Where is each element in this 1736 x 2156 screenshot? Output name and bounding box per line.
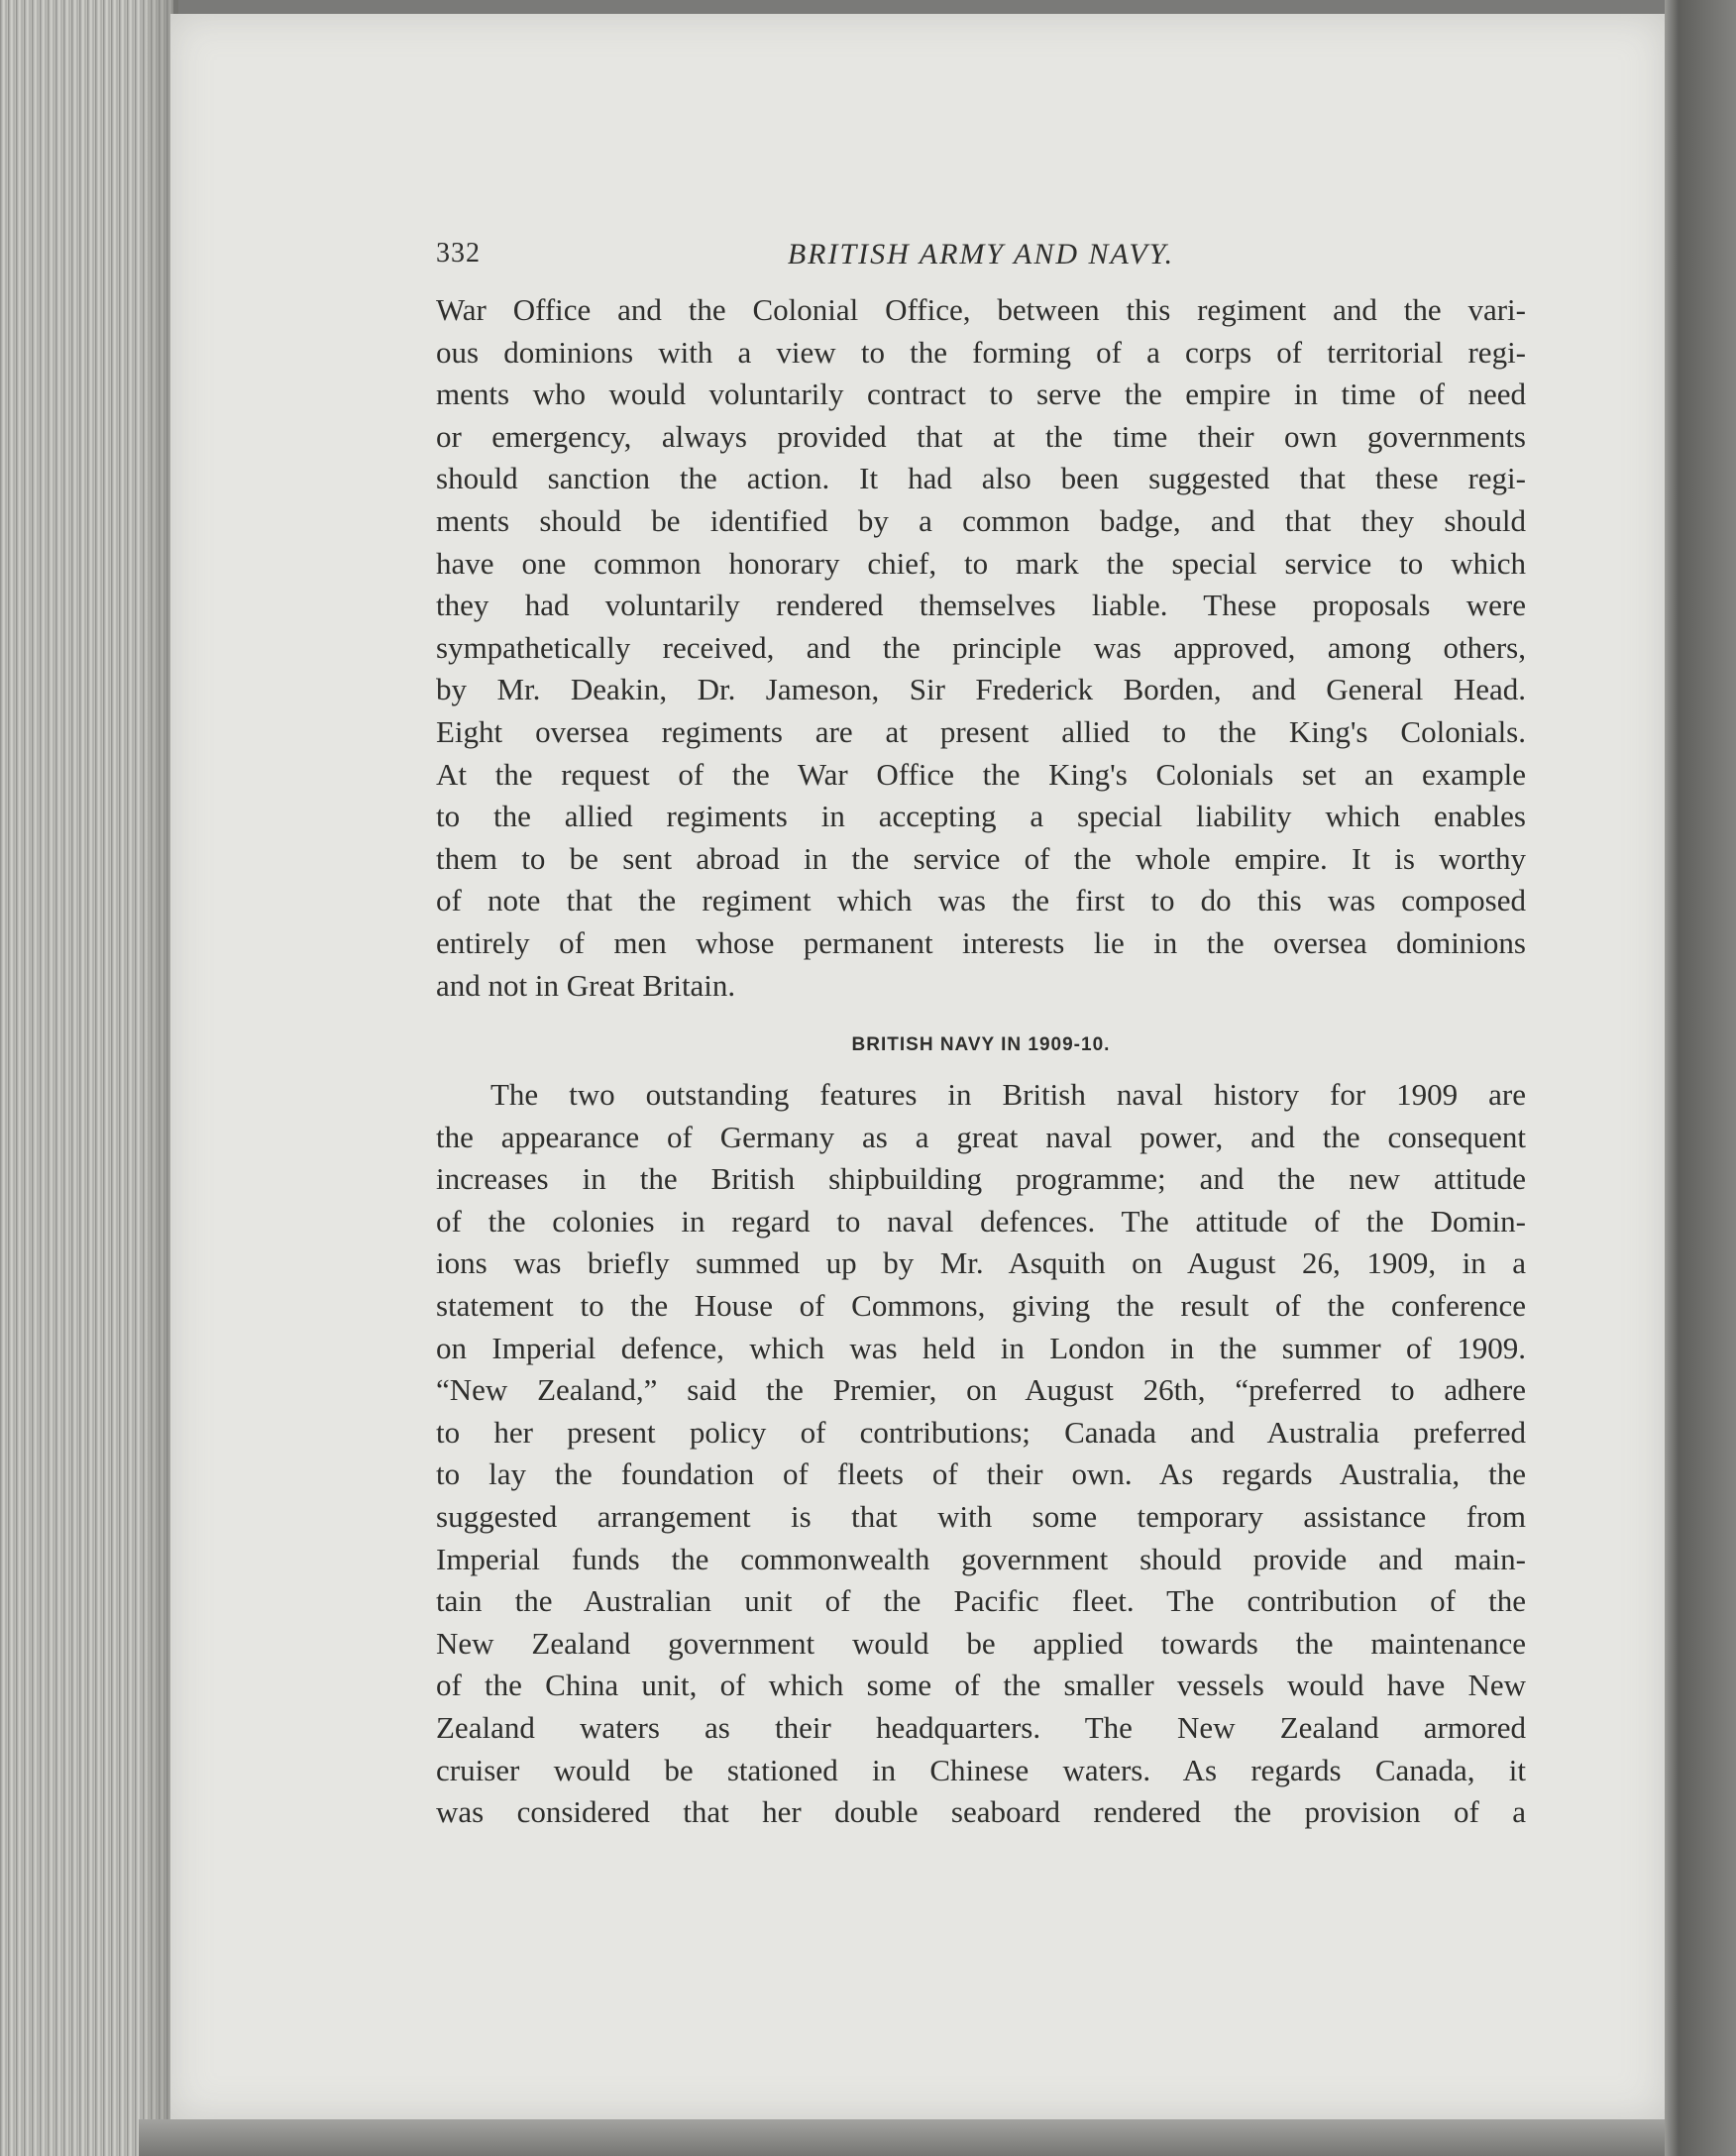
text-line: The two outstanding features in British naval history for 1909 are (490, 1077, 1526, 1113)
section-heading: BRITISH NAVY IN 1909-10. (851, 1034, 1111, 1056)
text-line: Zealand waters as their headquarters. The New Zealand armored (436, 1710, 1526, 1745)
text-line: the appearance of Germany as a great naval power, and the consequent (436, 1119, 1526, 1154)
text-line: entirely of men whose permanent interests lie in the oversea dominions (436, 924, 1526, 960)
page-number: 332 (436, 238, 481, 269)
text-line: on Imperial defence, which was held in London in the summer of 1909. (436, 1330, 1526, 1365)
text-line: have one common honorary chief, to mark the special service to which (436, 545, 1526, 581)
text-line: sympathetically received, and the principle was approved, among others, (436, 629, 1526, 665)
paragraph-1 (436, 289, 1526, 1007)
text-line: New Zealand government would be applied towards the maintenance (436, 1625, 1526, 1661)
text-line: tain the Australian unit of the Pacific fleet. The contribution of the (436, 1583, 1526, 1619)
running-head (436, 238, 1526, 289)
text-line: Imperial funds the commonwealth government should provide and main- (436, 1541, 1526, 1576)
text-line: by Mr. Deakin, Dr. Jameson, Sir Frederick Borden, and General Head. (436, 672, 1526, 707)
bottom-edge (139, 2119, 1665, 2156)
text-line: they had voluntarily rendered themselves liable. These proposals were (436, 588, 1526, 623)
text-line: and not in Great Britain. (436, 967, 736, 1003)
text-line: of the China unit, of which some of the smaller vessels would have New (436, 1668, 1526, 1703)
text-line: should sanction the action. It had also been suggested that these regi- (436, 461, 1526, 496)
text-line: to her present policy of contributions; Canada and Australia preferred (436, 1414, 1526, 1450)
text-line: to the allied regiments in accepting a special liability which enables (436, 799, 1526, 834)
text-line: was considered that her double seaboard rendered the provision of a (436, 1794, 1526, 1830)
running-title: BRITISH ARMY AND NAVY. (787, 238, 1175, 270)
text-line: them to be sent abroad in the service of the whole empire. It is worthy (436, 840, 1526, 876)
text-line: to lay the foundation of fleets of their own. As regards Australia, the (436, 1456, 1526, 1492)
text-line: cruiser would be stationed in Chinese waters. As regards Canada, it (436, 1752, 1526, 1787)
text-line: ments should be identified by a common badge, and that they should (436, 502, 1526, 538)
binding-edge (1665, 0, 1736, 2156)
text-line: increases in the British shipbuilding programme; and the new attitude (436, 1161, 1526, 1197)
paragraph-2 (436, 1074, 1526, 1834)
text-line: Eight oversea regiments are at present allied to the King's Colonials. (436, 713, 1526, 749)
text-line: suggested arrangement is that with some temporary assistance from (436, 1499, 1526, 1535)
text-line: ments who would voluntarily contract to serve the empire in time of need (436, 377, 1526, 412)
text-line: of note that the regiment which was the first to do this was composed (436, 883, 1526, 918)
text-line: or emergency, always provided that at the time their own governments (436, 418, 1526, 454)
text-block (436, 238, 1526, 1834)
text-line: ions was briefly summed up by Mr. Asquith on August 26, 1909, in a (436, 1245, 1526, 1281)
text-line: of the colonies in regard to naval defences. The attitude of the Domin- (436, 1203, 1526, 1239)
text-line: statement to the House of Commons, giving the result of the conference (436, 1288, 1526, 1324)
text-line: “New Zealand,” said the Premier, on August 26th, “preferred to adhere (436, 1372, 1526, 1408)
text-line: ous dominions with a view to the forming of a corps of territorial regi- (436, 334, 1526, 370)
text-line: War Office and the Colonial Office, between this regiment and the vari- (436, 292, 1526, 327)
text-line: At the request of the War Office the King's Colonials set an example (436, 756, 1526, 792)
